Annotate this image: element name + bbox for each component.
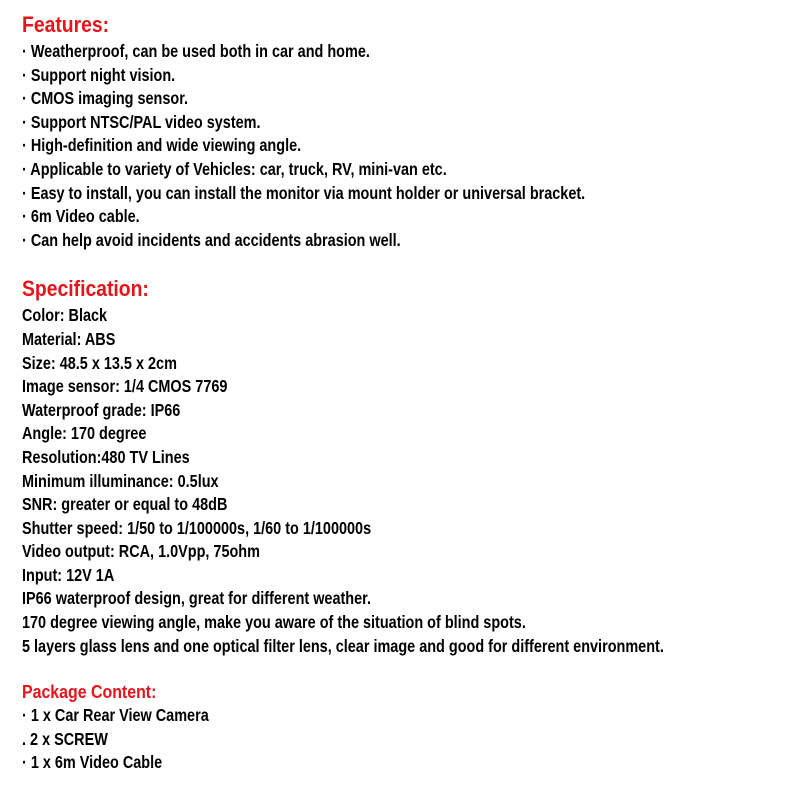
feature-item: · Weatherproof, can be used both in car and home.	[22, 41, 370, 61]
product-description	[22, 10, 792, 775]
spec-item: IP66 waterproof design, great for different weather.	[22, 588, 371, 609]
spec-item: Shutter speed: 1/50 to 1/100000s, 1/60 to 1/100000s	[22, 517, 372, 538]
spec-item: Minimum illuminance: 0.5lux	[22, 470, 219, 491]
feature-item: · Can help avoid incidents and accidents abrasion well.	[22, 229, 401, 250]
feature-item: · 6m Video cable.	[22, 206, 140, 227]
feature-item: · Easy to install, you can install the monitor via mount holder or universal bracket.	[22, 182, 586, 203]
spec-item: Size: 48.5 x 13.5 x 2cm	[22, 352, 177, 373]
feature-item: · Support NTSC/PAL video system.	[22, 111, 261, 132]
package-section	[22, 680, 792, 775]
specification-section	[22, 274, 792, 658]
package-item: . 2 x SCREW	[22, 728, 108, 749]
feature-item: · High-definition and wide viewing angle.	[22, 135, 302, 156]
spec-item: SNR: greater or equal to 48dB	[22, 494, 228, 515]
spec-item: Waterproof grade: IP66	[22, 399, 181, 420]
spec-item: Color: Black	[22, 305, 108, 326]
features-heading: Features:	[22, 12, 110, 37]
feature-item: · CMOS imaging sensor.	[22, 88, 189, 109]
package-heading: Package Content:	[22, 681, 157, 703]
spec-item: Angle: 170 degree	[22, 423, 147, 444]
spec-item: Resolution:480 TV Lines	[22, 446, 190, 467]
spec-item: 5 layers glass lens and one optical filter lens, clear image and good for different environment.	[22, 635, 664, 656]
spec-item: Input: 12V 1A	[22, 564, 115, 585]
spec-item: Video output: RCA, 1.0Vpp, 75ohm	[22, 541, 260, 562]
spec-item: 170 degree viewing angle, make you aware of the situation of blind spots.	[22, 612, 526, 633]
spec-item: Material: ABS	[22, 328, 116, 349]
feature-item: · Support night vision.	[22, 64, 176, 85]
specification-heading: Specification:	[22, 276, 149, 302]
features-section	[22, 10, 792, 252]
package-item: · 1 x Car Rear View Camera	[22, 705, 209, 726]
package-item: · 1 x 6m Video Cable	[22, 752, 163, 773]
feature-item: · Applicable to variety of Vehicles: car, truck, RV, mini-van etc.	[22, 158, 447, 179]
spec-item: Image sensor: 1/4 CMOS 7769	[22, 376, 228, 397]
